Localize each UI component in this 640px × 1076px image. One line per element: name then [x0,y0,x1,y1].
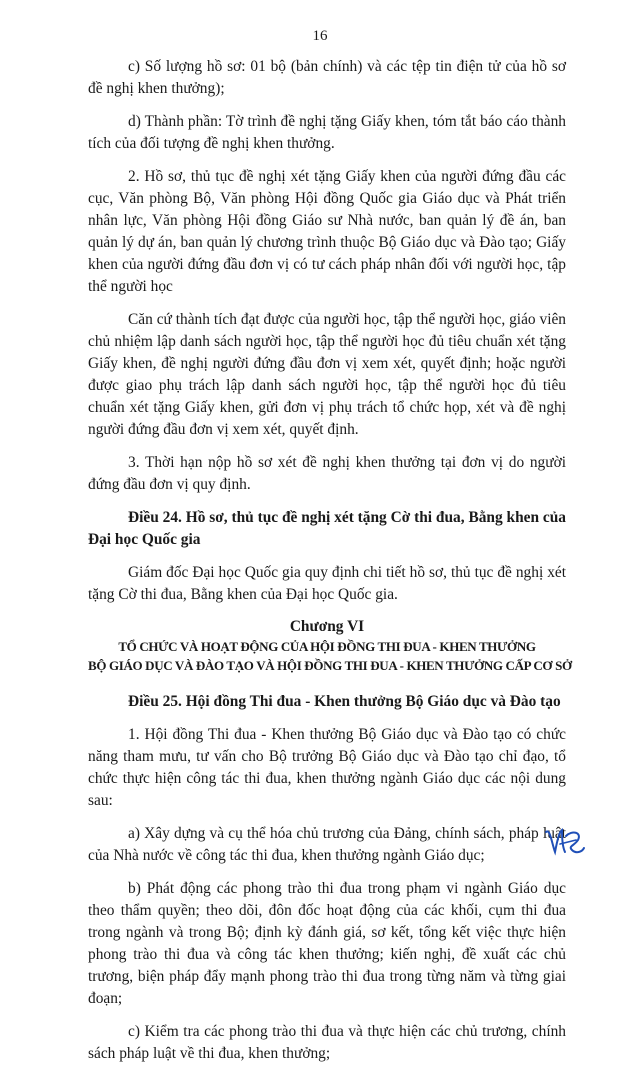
chapter-heading [88,617,572,675]
page-number: 16 [312,28,328,44]
paragraph: a) Xây dựng và cụ thể hóa chủ trương của Đảng, chính sách, pháp luật của Nhà nước về công tác thi đua, khen thưởng ngành Giáo dục; [88,825,566,864]
paragraph: Giám đốc Đại học Quốc gia quy định chi tiết hồ sơ, thủ tục đề nghị xét tặng Cờ thi đua, Bằng khen của Đại học Quốc gia. [88,564,566,603]
document-body [88,56,572,1076]
article-heading: Điều 24. Hồ sơ, thủ tục đề nghị xét tặng Cờ thi đua, Bằng khen của Đại học Quốc gia [88,509,566,548]
paragraph: d) Thành phần: Tờ trình đề nghị tặng Giấy khen, tóm tắt báo cáo thành tích của đối tượng đề nghị khen thưởng. [88,113,566,152]
paragraph: c) Số lượng hồ sơ: 01 bộ (bản chính) và các tệp tin điện tử của hồ sơ đề nghị khen thưởng); [88,58,566,97]
chapter-number: Chương VI [289,618,365,635]
paragraph: 1. Hội đồng Thi đua - Khen thưởng Bộ Giáo dục và Đào tạo có chức năng tham mưu, tư vấn cho Bộ trưởng Bộ Giáo dục và Đào tạo chỉ đạo, tổ chức thực hiện công tác thi đua, khen thưởng ngành Giáo dục các nội dung sau: [88,726,566,809]
chapter-title-line: TỔ CHỨC VÀ HOẠT ĐỘNG CỦA HỘI ĐỒNG THI ĐUA - KHEN THƯỞNG [118,639,536,654]
article-heading: Điều 25. Hội đồng Thi đua - Khen thưởng Bộ Giáo dục và Đào tạo [128,693,561,710]
paragraph: Căn cứ thành tích đạt được của người học, tập thể người học, giáo viên chủ nhiệm lập danh sách người học, tập thể người học đủ tiêu chuẩn xét tặng Giấy khen, đề nghị người đứng đầu đơn vị xem xét, quyết định; hoặc người được giao phụ trách lập danh sách người học, tập thể người học đủ tiêu chuẩn xét tặng Giấy khen, gửi đơn vị phụ trách tổ chức họp, xét và đề nghị người đứng đầu đơn vị xem xét, quyết định. [88,311,566,438]
signature-icon [542,822,588,862]
chapter-title-line: BỘ GIÁO DỤC VÀ ĐÀO TẠO VÀ HỘI ĐỒNG THI ĐUA - KHEN THƯỞNG CẤP CƠ SỞ [88,658,572,673]
paragraph: 3. Thời hạn nộp hồ sơ xét đề nghị khen thưởng tại đơn vị do người đứng đầu đơn vị quy định. [88,454,566,493]
paragraph: 2. Hồ sơ, thủ tục đề nghị xét tặng Giấy khen của người đứng đầu các cục, Văn phòng Bộ, Văn phòng Hội đồng Quốc gia Giáo dục và Phát triển nhân lực, Văn phòng Hội đồng Giáo sư Nhà nước, ban quản lý đề án, ban quản lý dự án, ban quản lý chương trình thuộc Bộ Giáo dục và Đào tạo; Giấy khen của người đứng đầu đơn vị có tư cách pháp nhân đối với người học, tập thể người học [88,168,566,295]
paragraph: b) Phát động các phong trào thi đua trong phạm vi ngành Giáo dục theo thẩm quyền; theo dõi, đôn đốc hoạt động của các khối, cụm thi đua trong ngành và trong Bộ; định kỳ đánh giá, sơ kết, tổng kết việc thực hiện phong trào thi đua và công tác khen thưởng; kiến nghị, đề xuất các chủ trương, biện pháp đẩy mạnh phong trào thi đua trong từng năm và từng giai đoạn; [88,880,566,1007]
paragraph: c) Kiểm tra các phong trào thi đua và thực hiện các chủ trương, chính sách pháp luật về thi đua, khen thưởng; [88,1023,566,1062]
